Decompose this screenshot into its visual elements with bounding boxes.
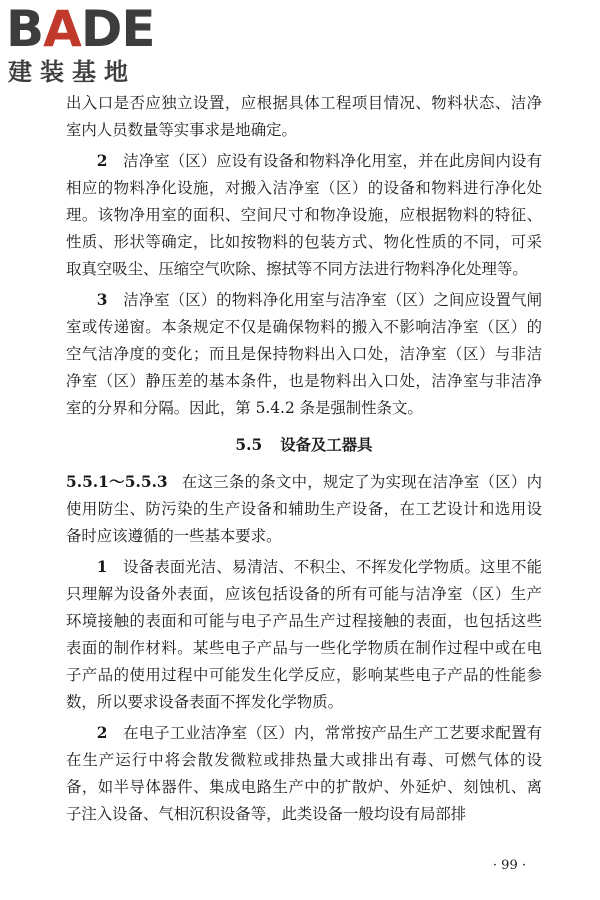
item-number: 2 (96, 724, 108, 742)
page-content (66, 90, 542, 828)
item-number: 2 (96, 152, 108, 170)
item-number: 1 (96, 558, 108, 576)
section-title: 设备及工器具 (280, 436, 373, 454)
section-number: 5.5 (235, 436, 263, 454)
clause-text: 在这三条的条文中，规定了为实现在洁净室（区）内使用防尘、防污染的生产设备和辅助生产设备，在工艺设计和选用设备时应该遵循的一些基本要求。 (66, 473, 542, 545)
logo-wordmark (6, 0, 155, 58)
bade-logo (6, 0, 176, 88)
item-text: 洁净室（区）的物料净化用室与洁净室（区）之间应设置气闸室或传递窗。本条规定不仅是确保物料的搬入不影响洁净室（区）的空气洁净度的变化；而且是保持物料出入口处，洁净室（区）与非洁净室（区）静压差的基本条件，也是物料出入口处，洁净室与非洁净室的分界和分隔。因此，第 5.4.2 条是强制性条文。 (66, 291, 542, 417)
clause-number: 5.5.1～5.5.3 (66, 473, 168, 491)
section-heading (66, 432, 542, 459)
item-text: 设备表面光洁、易清洁、不积尘、不挥发化学物质。这里不能只理解为设备外表面，应该包括设备的所有可能与洁净室（区）生产环境接触的表面和可能与电子产品生产过程接触的表面，也包括这些表面的制作材料。某些电子产品与一些化学物质在制作过程中或在电子产品的使用过程中可能发生化学反应，影响某些电子产品的性能参数，所以要求设备表面不挥发化学物质。 (66, 558, 542, 711)
item-number: 3 (96, 291, 108, 309)
item-text: 洁净室（区）应设有设备和物料净化用室，并在此房间内设有相应的物料净化设施，对搬入洁净室（区）的设备和物料进行净化处理。该物净用室的面积、空间尺寸和物净设施，应根据物料的特征、性质、形状等确定，比如按物料的包装方式、物化性质的不同，可采取真空吸尘、压缩空气吹除、擦拭等不同方法进行物料净化处理等。 (66, 152, 542, 278)
paragraph-item-1 (66, 554, 542, 716)
clause-paragraph (66, 469, 542, 550)
logo-subtitle: 建装基地 (8, 58, 136, 86)
logo-letter-b: B (6, 0, 44, 58)
page-number: · 99 · (492, 858, 526, 873)
paragraph-item-3 (66, 287, 542, 422)
logo-letters-de: DE (80, 0, 155, 58)
paragraph-item-2 (66, 148, 542, 283)
logo-letter-a: A (43, 0, 81, 58)
item-text: 在电子工业洁净室（区）内，常常按产品生产工艺要求配置有在生产运行中将会散发微粒或排热量大或排出有毒、可燃气体的设备，如半导体器件、集成电路生产中的扩散炉、外延炉、刻蚀机、离子注入设备、气相沉积设备等，此类设备一般均设有局部排 (66, 724, 542, 823)
paragraph-continuation: 出入口是否应独立设置，应根据具体工程项目情况、物料状态、洁净室内人员数量等实事求是地确定。 (66, 94, 542, 139)
paragraph-item-2b (66, 720, 542, 828)
